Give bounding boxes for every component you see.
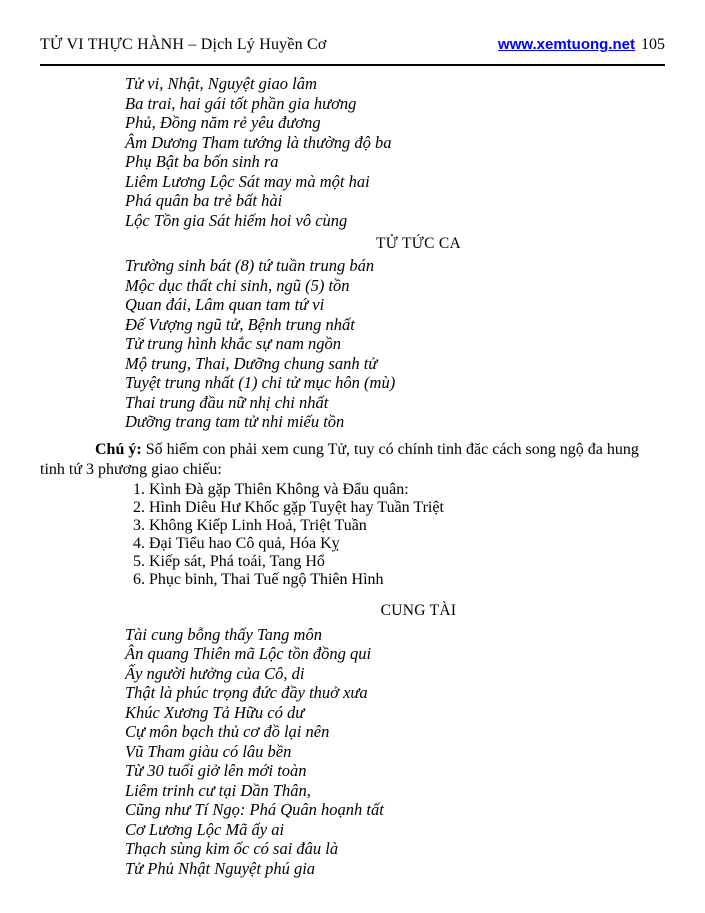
note-list-item: 3. Không Kiếp Linh Hoả, Triệt Tuần: [133, 516, 367, 534]
note-list-item: 4. Đại Tiểu hao Cô quả, Hóa Kỵ: [133, 534, 340, 552]
section-heading-cung-tai: CUNG TÀI: [380, 601, 457, 619]
note-label: Chú ý:: [95, 440, 142, 458]
verse-line: Từ 30 tuổi giở lên mới toàn: [125, 761, 307, 780]
verse-block-1: [125, 74, 665, 230]
header-page-number: 105: [641, 36, 665, 53]
verse-line: Mộc dục thất chi sinh, ngũ (5) tồn: [125, 275, 350, 295]
note-text: Số hiếm con phải xem cung Tử, tuy có chính tinh đăc cách song ngộ đa hung tinh tứ 3 phương giao chiếu:: [40, 440, 639, 478]
verse-block-2: [125, 256, 665, 432]
note-list-item: 5. Kiếp sát, Phá toái, Tang Hổ: [133, 552, 325, 570]
verse-line: Tuyệt trung nhất (1) chi tử mục hôn (mù): [125, 373, 396, 392]
verse-line: Trường sinh bát (8) tứ tuần trung bán: [125, 256, 375, 275]
header-website-link[interactable]: www.xemtuong.net: [498, 36, 635, 53]
verse-line: Ân quang Thiên mã Lộc tồn đồng qui: [125, 644, 372, 663]
verse-line: Cơ Lương Lộc Mã ấy ai: [125, 819, 285, 839]
page-header: [40, 36, 665, 66]
header-right: [498, 36, 665, 54]
verse-line: Phủ, Đồng năm rẻ yêu đương: [125, 113, 321, 132]
verse-block-3: [125, 625, 665, 879]
verse-line: Dưỡng trang tam tử nhi miếu tồn: [125, 412, 345, 431]
verse-line: Thai trung đầu nữ nhị chi nhất: [125, 392, 329, 412]
verse-line: Tử trung hình khắc sự nam ngồn: [125, 334, 341, 353]
verse-line: Vũ Tham giàu có lâu bền: [125, 741, 292, 761]
note-list: [133, 481, 665, 589]
note-list-item: 6. Phục binh, Thai Tuế ngộ Thiên Hình: [133, 570, 384, 588]
verse-line: Cũng như Tí Ngọ: Phá Quân hoạnh tất: [125, 800, 384, 819]
verse-line: Phụ Bật ba bốn sinh ra: [125, 152, 279, 171]
header-title: TỬ VI THỰC HÀNH – Dịch Lý Huyền Cơ: [40, 36, 327, 53]
verse-line: Khúc Xương Tả Hữu có dư: [125, 702, 305, 722]
note-list-item: 2. Hình Diêu Hư Khốc gặp Tuyệt hay Tuần Triệt: [133, 498, 444, 516]
verse-line: Tử vi, Nhật, Nguyệt giao lâm: [125, 74, 317, 93]
note-list-item: 1. Kình Đà gặp Thiên Không và Đẩu quân:: [133, 480, 409, 498]
verse-line: Thạch sùng kim ốc có sai đâu là: [125, 839, 339, 858]
verse-line: Thật là phúc trọng đức đầy thuở xưa: [125, 683, 368, 702]
verse-line: Ba trai, hai gái tốt phần gia hương: [125, 93, 357, 113]
note-paragraph: [40, 440, 665, 481]
section-heading-tu-tuc-ca: TỬ TỨC CA: [375, 235, 462, 252]
verse-line: Lộc Tồn gia Sát hiếm hoi vô cùng: [125, 210, 348, 230]
verse-line: Tử Phủ Nhật Nguyệt phú gia: [125, 858, 316, 878]
verse-line: Âm Dương Tham tướng là thường độ ba: [125, 132, 392, 152]
verse-line: Tài cung bỗng thấy Tang môn: [125, 624, 322, 644]
verse-line: Ấy người hưởng của Cô, di: [125, 663, 305, 683]
verse-line: Quan đái, Lâm quan tam tứ vi: [125, 295, 325, 314]
verse-line: Phá quân ba trẻ bất hài: [125, 191, 283, 210]
verse-line: Đế Vượng ngũ tử, Bệnh trung nhất: [125, 314, 355, 334]
verse-line: Liêm trinh cư tại Dần Thân,: [125, 780, 311, 800]
verse-line: Liêm Lương Lộc Sát may mà một hai: [125, 171, 370, 191]
verse-line: Cự môn bạch thủ cơ đồ lại nên: [125, 722, 330, 741]
verse-line: Mộ trung, Thai, Dưỡng chung sanh tử: [125, 353, 378, 373]
